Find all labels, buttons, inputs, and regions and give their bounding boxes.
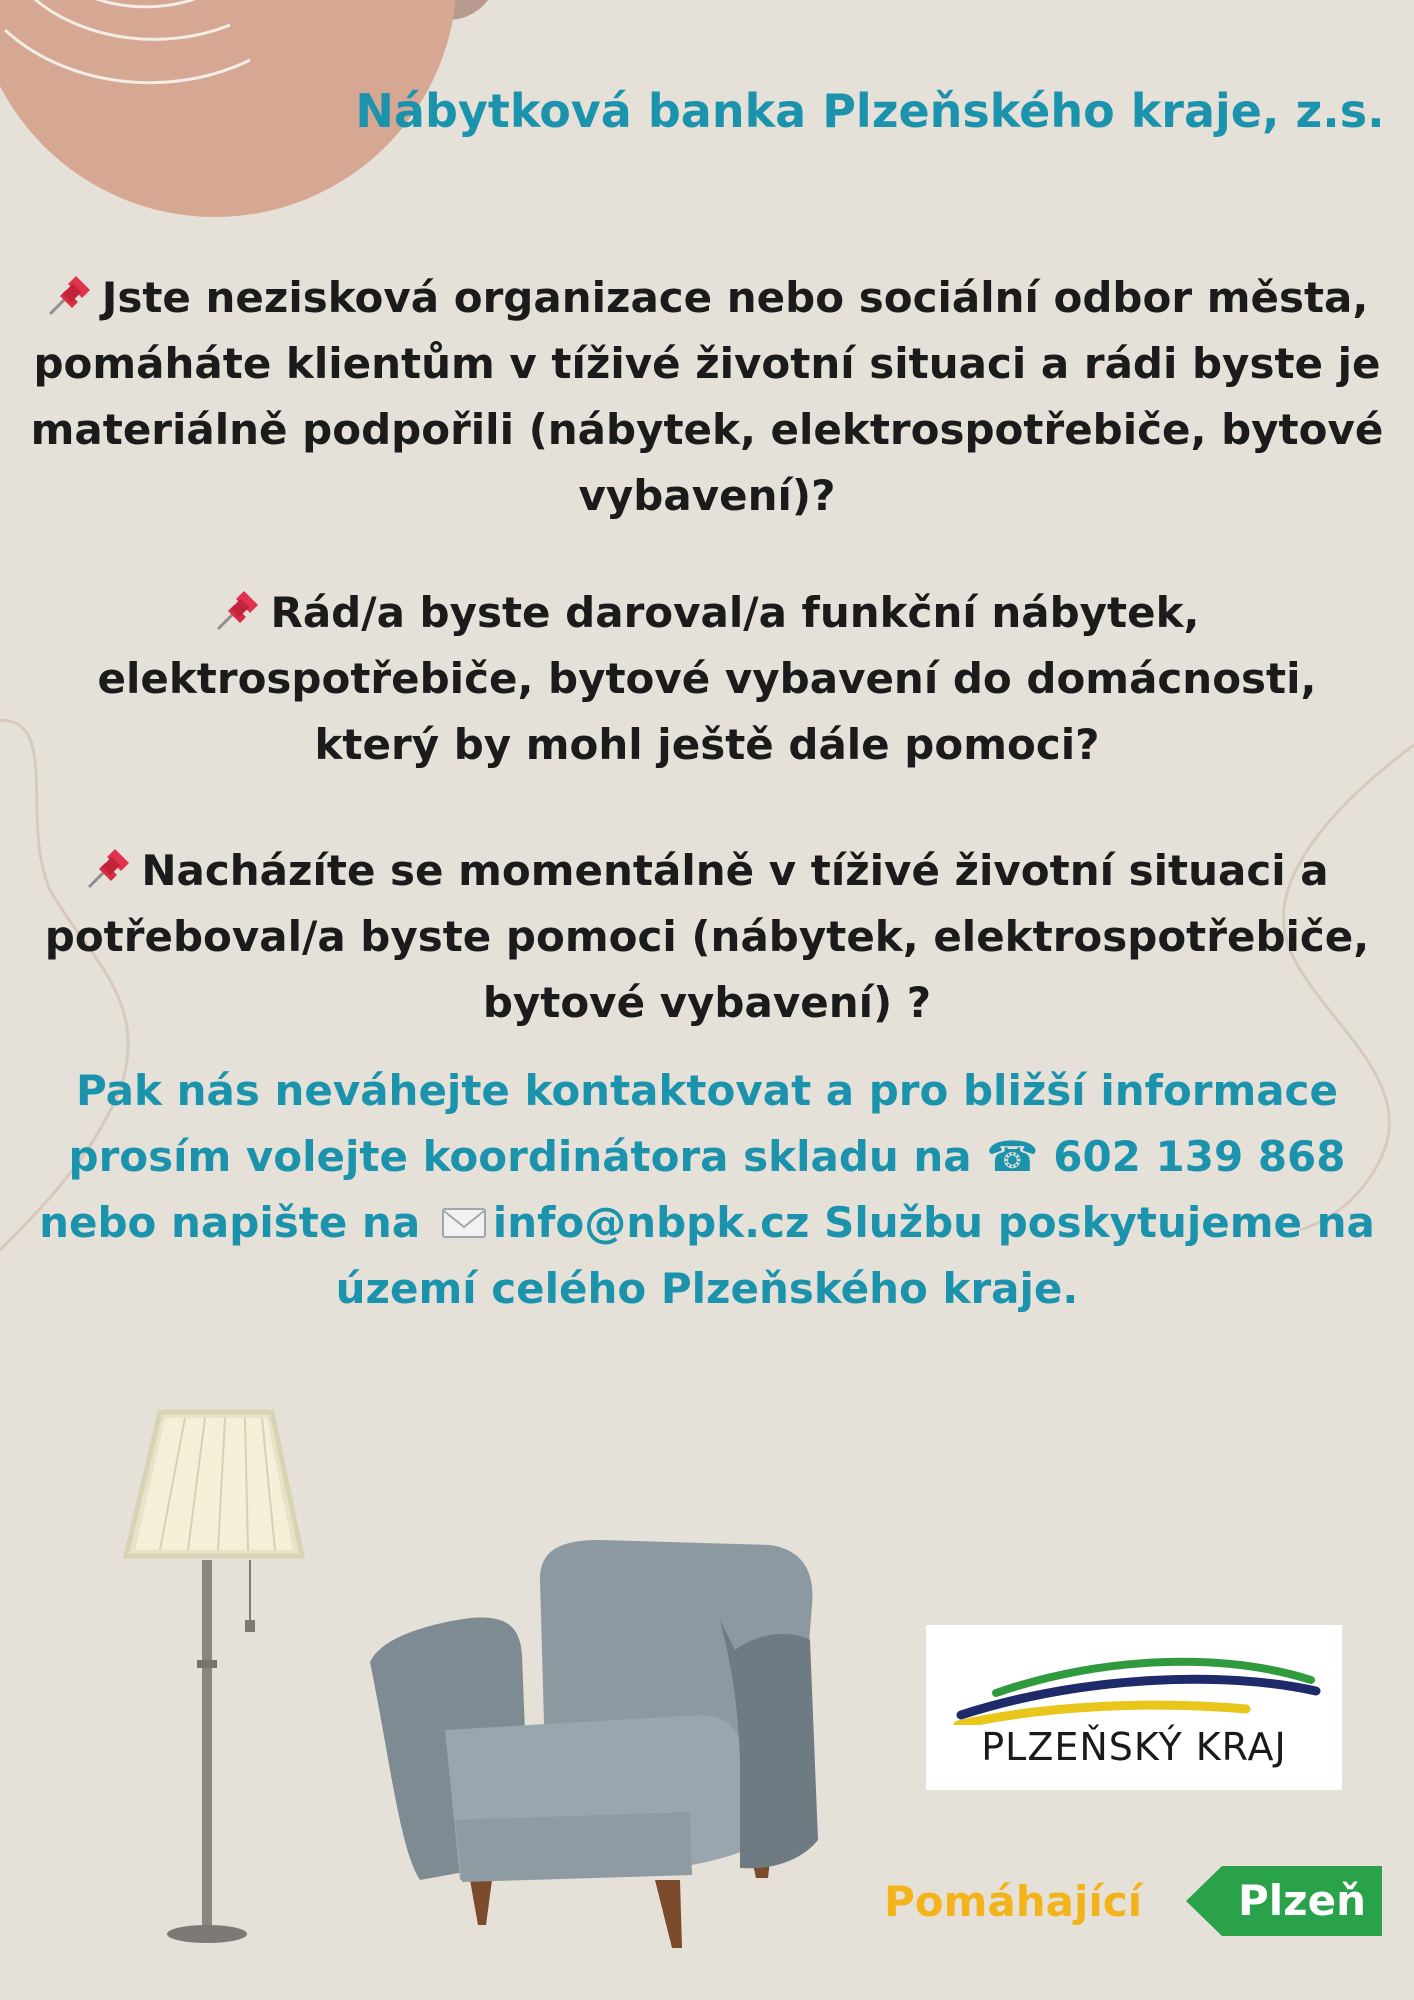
pushpin-icon [46,271,92,315]
paragraph-text: Nacházíte se momentálně v tíživé životní situaci a potřeboval/a byste pomoci (nábytek, elektrospotřebiče, bytové vybavení) ? [44,846,1370,1027]
contact-intro: Pak nás neváhejte kontaktovat a pro bližší informace prosím volejte koordinátora skladu na [68,1066,1338,1181]
info-paragraph-individuals [30,838,1384,1036]
info-paragraph-organizations [30,265,1384,529]
plzensky-kraj-logo [926,1625,1342,1790]
region-logo-text: PLZEŇSKÝ KRAJ [981,1725,1287,1769]
info-paragraph-donors [30,580,1384,778]
pushpin-icon [214,586,260,630]
floor-lamp-illustration [126,1412,302,1943]
contact-or-write: nebo napište na [39,1198,421,1247]
logo-arcs [926,1625,1342,1725]
armchair-illustration [370,1540,818,1948]
email-link[interactable]: info@nbpk.cz [492,1198,810,1247]
contact-block [30,1058,1384,1322]
pushpin-icon [85,844,131,888]
phone-number-link[interactable]: 602 139 868 [1053,1132,1346,1181]
paragraph-text: Jste nezisková organizace nebo sociální odbor města, pomáháte klientům v tíživé životní situaci a rádi byste je materiálně podpořili (nábytek, elektrospotřebiče, bytové vybavení)? [30,273,1384,520]
pomahajici-logo-text: Pomáhající [884,1877,1143,1926]
plzen-logo-text: Plzeň [1222,1866,1382,1936]
plzen-logo-arrow [1186,1866,1222,1936]
page-title: Nábytková banka Plzeňského kraje, z.s. [355,84,1385,138]
phone-icon: ☎ [986,1132,1039,1181]
coverage-text: Službu poskytujeme na území celého Plzeňského kraje. [335,1198,1375,1313]
paragraph-text: Rád/a byste daroval/a funkční nábytek, elektrospotřebiče, bytové vybavení do domácnosti, který by mohl ještě dále pomoci? [97,588,1317,769]
envelope-icon [441,1192,487,1224]
